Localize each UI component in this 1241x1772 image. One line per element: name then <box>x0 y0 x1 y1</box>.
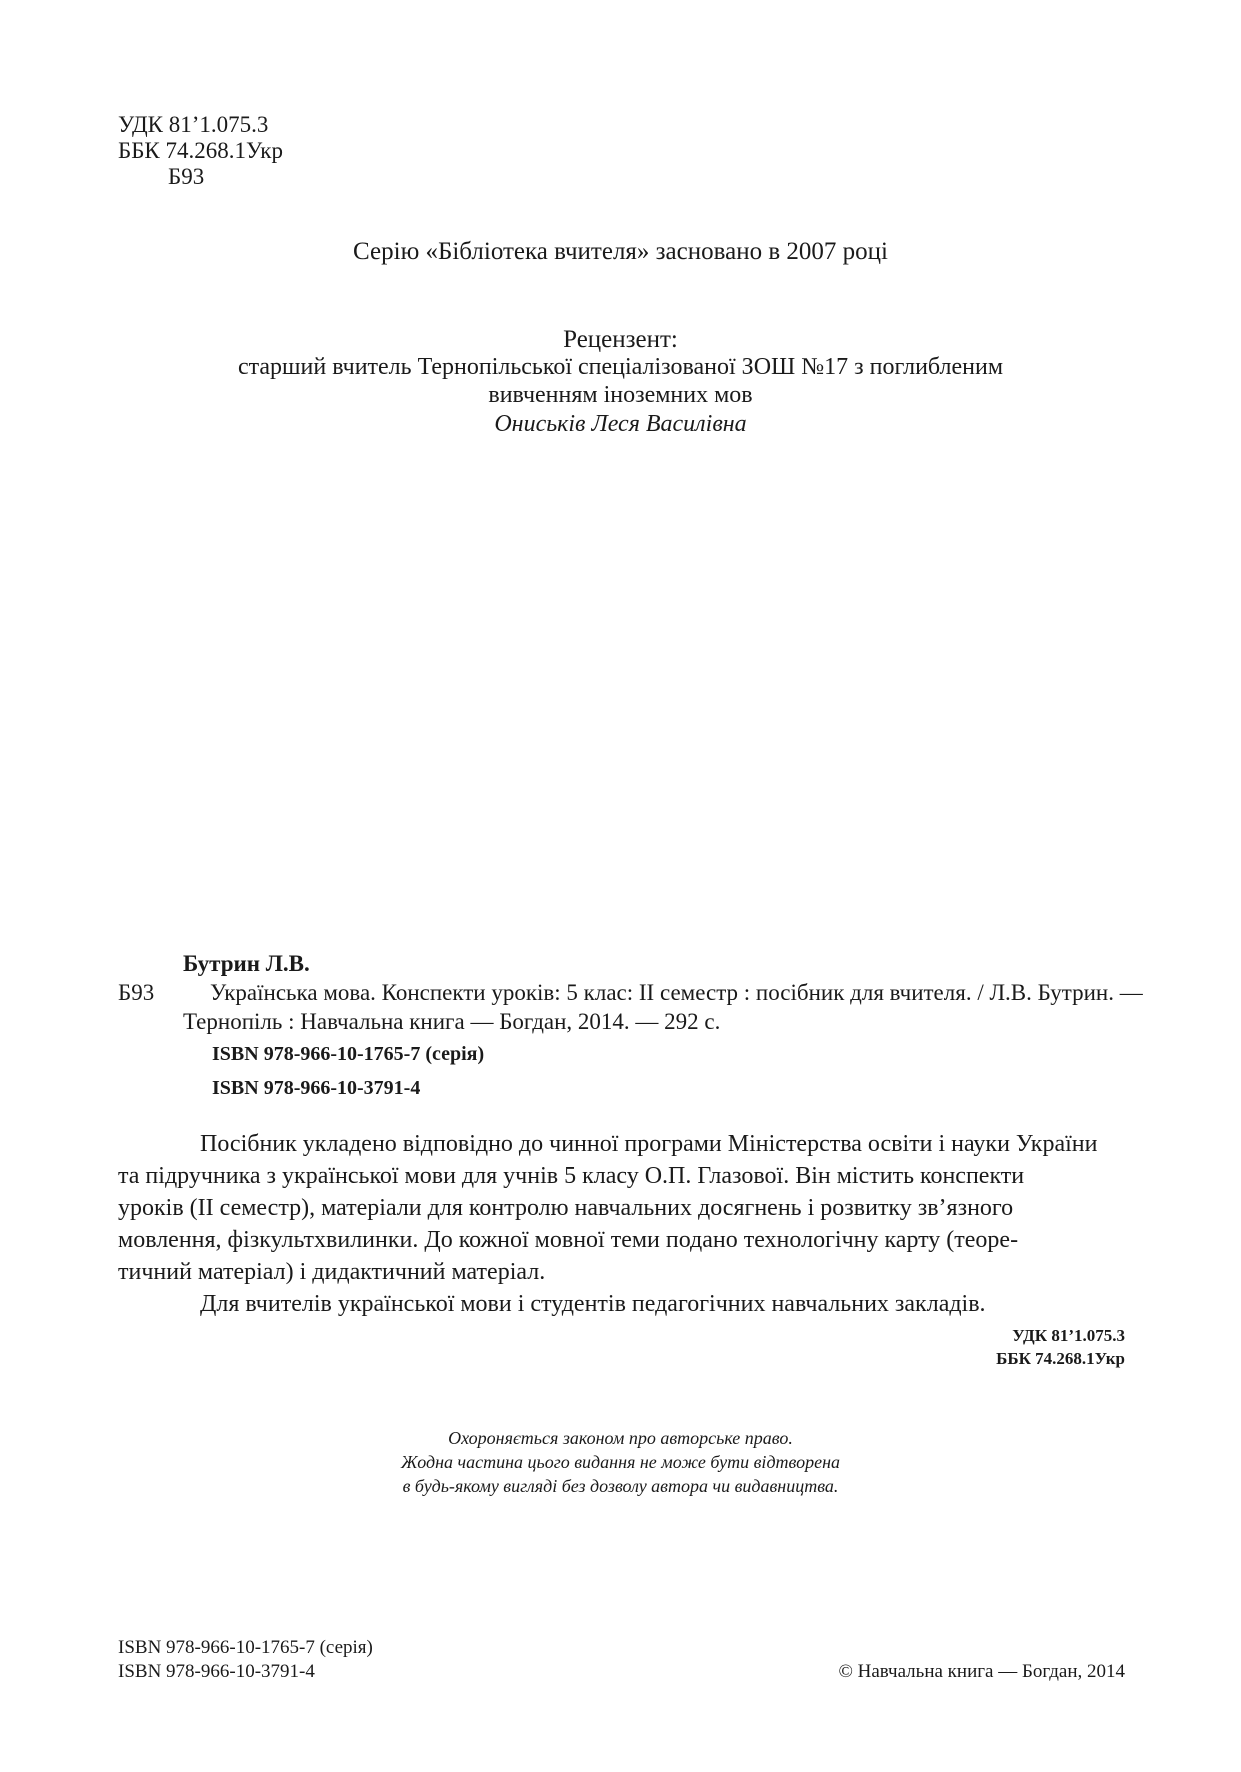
footer-isbn-book: ISBN 978-966-10-3791-4 <box>118 1661 315 1682</box>
reviewer-position-line2: вивченням іноземних мов <box>488 382 753 408</box>
footer-copyright: © Навчальна книга — Богдан, 2014 <box>838 1661 1125 1682</box>
reviewer-name: Oниськів Леся Василівна <box>494 411 747 437</box>
annotation-line: мовлення, фізкультхвилинки. До кожної мовної теми подано технологічну карту (теоре- <box>118 1227 1019 1253</box>
copyright-notice-line2: Жодна частина цього видання не може бути відтворена <box>400 1452 841 1472</box>
bib-description-line2: Тернопіль : Навчальна книга — Богдан, 2014. — 292 с. <box>183 1009 721 1034</box>
bib-isbn-series: ISBN 978-966-10-1765-7 (серія) <box>212 1043 485 1065</box>
copyright-notice-line1: Охороняється законом про авторське право. <box>448 1428 793 1448</box>
reviewer-label: Рецензент: <box>563 326 678 353</box>
udk-code-annotation: УДК 81’1.075.3 <box>1012 1326 1125 1345</box>
annotation-line: уроків (II семестр), матеріали для контролю навчальних досягнень і розвитку зв’язного <box>118 1195 1014 1221</box>
bib-isbn-book: ISBN 978-966-10-3791-4 <box>212 1077 421 1099</box>
udk-code-top: УДК 81’1.075.3 <box>118 112 269 137</box>
reviewer-position-line1: старший вчитель Тернопільської спеціалізованої ЗОШ №17 з поглибленим <box>237 354 1004 380</box>
bib-author-code: Б93 <box>118 980 155 1005</box>
footer-isbn-series: ISBN 978-966-10-1765-7 (серія) <box>118 1637 373 1658</box>
annotation-line: тичний матеріал) і дидактичний матеріал. <box>118 1259 546 1285</box>
bbk-code-annotation: ББК 74.268.1Укр <box>996 1349 1125 1368</box>
bib-description-line1: Українська мова. Конспекти уроків: 5 клас: II семестр : посібник для вчителя. / Л.В. Бутрин. — <box>210 980 1143 1005</box>
series-note: Серію «Бібліотека вчителя» засновано в 2007 році <box>353 238 888 265</box>
annotation-line: Посібник укладено відповідно до чинної програми Міністерства освіти і науки України <box>200 1131 1098 1157</box>
bib-author: Бутрин Л.В. <box>183 951 310 976</box>
annotation-line: Для вчителів української мови і студентів педагогічних навчальних закладів. <box>200 1291 986 1317</box>
annotation-line: та підручника з української мови для учнів 5 класу О.П. Глазової. Він містить конспекти <box>118 1163 1025 1189</box>
copyright-notice-line3: в будь-якому вигляді без дозволу автора чи видавництва. <box>402 1476 839 1496</box>
author-code-top: Б93 <box>168 164 205 189</box>
bbk-code-top: ББК 74.268.1Укр <box>118 138 283 163</box>
